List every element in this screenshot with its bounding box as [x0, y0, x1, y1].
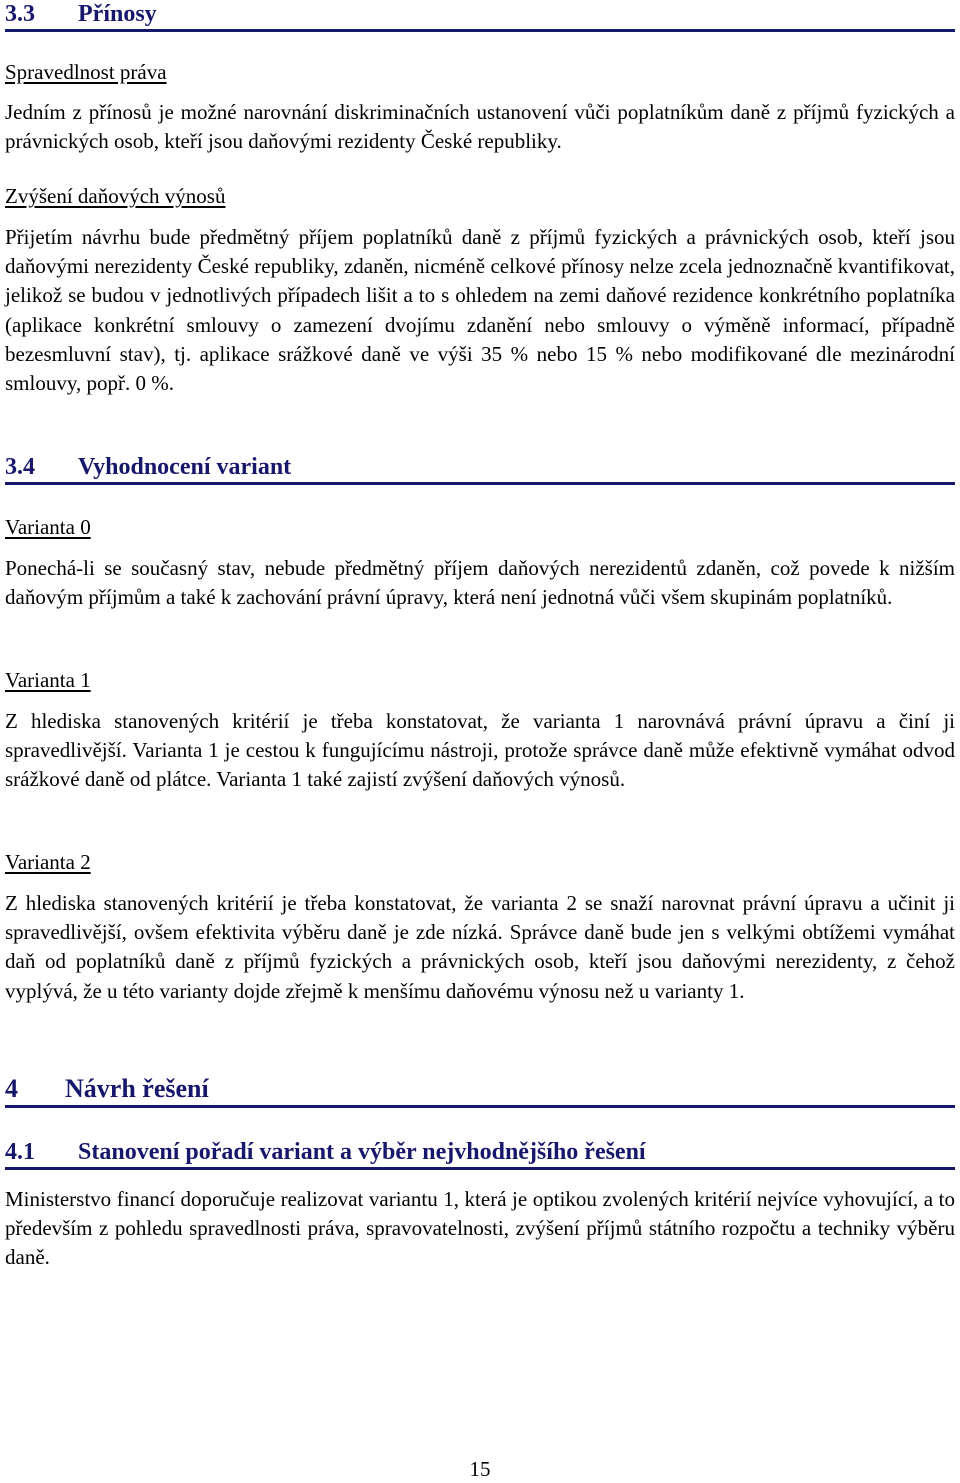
paragraph-varianta-1: Z hlediska stanovených kritérií je třeba konstatovat, že varianta 1 narovnává právní úpravu a činí ji spravedlivější. Varianta 1 je cestou k fungujícímu nástroji, protože správce daně může efektivně vymáhat odvod srážkové daně od plátce. Varianta 1 také zajistí zvýšení daňových výnosů. — [5, 709, 955, 792]
section-number: 3.4 — [5, 454, 35, 480]
section-title: Vyhodnocení variant — [78, 454, 292, 480]
section-heading-4-1 — [5, 1138, 955, 1170]
section-heading-4 — [5, 1073, 955, 1108]
section-heading-3-4 — [5, 453, 955, 485]
subheading-varianta-1: Varianta 1 — [5, 668, 91, 692]
section-heading-3-3 — [5, 0, 955, 32]
subheading-zvyseni-vynosu: Zvýšení daňových výnosů — [5, 184, 226, 208]
section-title: Stanovení pořadí variant a výběr nejvhodnějšího řešení — [78, 1139, 646, 1165]
page-number: 15 — [469, 1457, 491, 1481]
section-title: Přínosy — [78, 1, 157, 27]
subheading-spravedlnost-prava: Spravedlnost práva — [5, 60, 167, 84]
section-title: Návrh řešení — [65, 1074, 209, 1103]
paragraph-zvyseni-vynosu: Přijetím návrhu bude předmětný příjem poplatníků daně z příjmů fyzických a právnických osob, kteří jsou daňovými nerezidenty České republiky, zdaněn, nicméně celkové přínosy nelze zcela jednoznačně kvantifikovat, jelikož se budou v jednotlivých případech lišit a to s ohledem na zemi daňové rezidence konkrétního poplatníka (aplikace konkrétní smlouvy o zamezení dvojímu zdanění nebo smlouvy o výměně informací, případně bezesmluvní stav), tj. aplikace srážkové daně ve výši 35 % nebo 15 % nebo modifikované dle mezinárodní smlouvy, popř. 0 %. — [5, 225, 955, 396]
section-number: 4 — [5, 1074, 18, 1103]
paragraph-spravedlnost-prava: Jedním z přínosů je možné narovnání diskriminačních ustanovení vůči poplatníkům daně z příjmů fyzických a právnických osob, kteří jsou daňovými rezidenty České republiky. — [5, 100, 955, 154]
subheading-varianta-0: Varianta 0 — [5, 515, 91, 539]
subheading-varianta-2: Varianta 2 — [5, 850, 91, 874]
paragraph-varianta-2: Z hlediska stanovených kritérií je třeba konstatovat, že varianta 2 se snaží narovnat právní úpravu a učinit ji spravedlivější, ovšem efektivita výběru daně je zde nízká. Správce daně bude jen s velkými obtížemi vymáhat daň od poplatníků daně z příjmů fyzických a právnických osob, kteří jsou daňovými nerezidenty, z čehož vyplývá, že u této varianty dojde zřejmě k menšímu daňovému výnosu než u varianty 1. — [5, 891, 955, 1003]
section-number: 3.3 — [5, 1, 35, 27]
section-number: 4.1 — [5, 1139, 35, 1165]
paragraph-varianta-0: Ponechá-li se současný stav, nebude předmětný příjem daňových nerezidentů zdaněn, což povede k nižším daňovým příjmům a také k zachování právní úpravy, která není jednotná vůči všem skupinám poplatníků. — [5, 556, 955, 610]
paragraph-stanoveni-poradi: Ministerstvo financí doporučuje realizovat variantu 1, která je optikou zvolených kritérií nejvíce vyhovující, a to především z pohledu spravedlnosti práva, spravovatelnosti, zvýšení příjmů státního rozpočtu a techniky výběru daně. — [5, 1187, 955, 1270]
